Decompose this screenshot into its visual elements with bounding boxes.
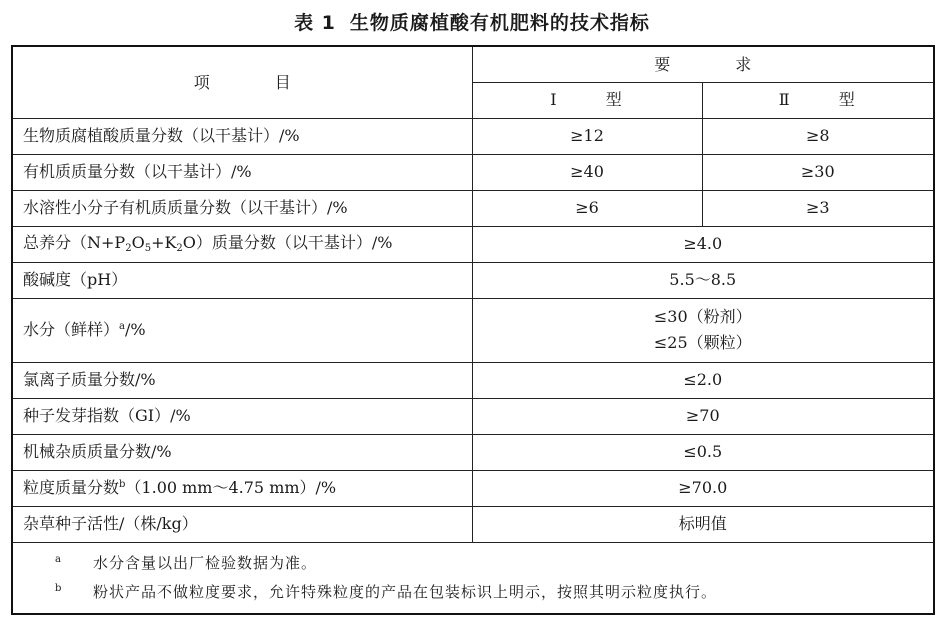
row-type2-value: ≥8 — [702, 118, 934, 154]
table-caption: 生物质腐植酸有机肥料的技术指标 — [349, 12, 650, 34]
row-value: ≤2.0 — [472, 362, 934, 398]
row-value: ≥70.0 — [472, 470, 934, 506]
table-row — [12, 226, 934, 262]
row-value: 5.5～8.5 — [472, 262, 934, 298]
header-row-1 — [12, 46, 934, 82]
row-type1-value: ≥12 — [472, 118, 702, 154]
table-row — [12, 154, 934, 190]
table-row — [12, 362, 934, 398]
table-row — [12, 262, 934, 298]
row-item: 氯离子质量分数/% — [12, 362, 472, 398]
row-item: 生物质腐植酸质量分数（以干基计）/% — [12, 118, 472, 154]
row-item: 水溶性小分子有机质质量分数（以干基计）/% — [12, 190, 472, 226]
row-item: 有机质质量分数（以干基计）/% — [12, 154, 472, 190]
row-value: ≥70 — [472, 398, 934, 434]
row-type2-value: ≥30 — [702, 154, 934, 190]
table-row — [12, 398, 934, 434]
row-value: 标明值 — [472, 506, 934, 542]
row-item: 酸碱度（pH） — [12, 262, 472, 298]
table-row — [12, 118, 934, 154]
row-item-total-nutrient: 总养分$(N+P_2O_5+K_2O)$质量分数（以干基计）/% — [12, 226, 472, 262]
row-item: 杂草种子活性/（株/kg） — [12, 506, 472, 542]
row-item: 种子发芽指数（GI）/% — [12, 398, 472, 434]
row-item-granularity: 粒度质量分数$^b$（1.00 mm～4.75 mm）/% — [12, 470, 472, 506]
header-item: 项 目 — [12, 46, 472, 118]
table-row — [12, 506, 934, 542]
row-value: ≥4.0 — [472, 226, 934, 262]
row-type1-value: ≥40 — [472, 154, 702, 190]
row-item: 机械杂质质量分数/% — [12, 434, 472, 470]
table-title — [0, 8, 944, 35]
header-requirement: 要 求 — [472, 46, 934, 82]
table-row — [12, 190, 934, 226]
header-type-2: Ⅱ 型 — [702, 82, 934, 118]
row-value-moisture — [472, 298, 934, 362]
moisture-powder-value: ≤30（粉剂） — [653, 307, 752, 326]
row-item-moisture: 水分（鲜样）$^a$/% — [12, 298, 472, 362]
technical-specs-table — [11, 45, 935, 615]
moisture-granule-value: ≤25（颗粒） — [653, 333, 752, 352]
row-type1-value: ≥6 — [472, 190, 702, 226]
table-row — [12, 470, 934, 506]
row-type2-value: ≥3 — [702, 190, 934, 226]
footnotes-row — [12, 542, 934, 614]
footnotes — [12, 542, 934, 614]
table-row — [12, 434, 934, 470]
row-value: ≤0.5 — [472, 434, 934, 470]
table-number: 表 1 — [294, 12, 336, 34]
table-row — [12, 298, 934, 362]
header-type-1: Ⅰ 型 — [472, 82, 702, 118]
footnote-b: b 粉状产品不做粒度要求，允许特殊粒度的产品在包装标识上明示，按照其明示粒度执行。 — [55, 582, 718, 601]
footnote-a: a 水分含量以出厂检验数据为准。 — [55, 553, 318, 572]
